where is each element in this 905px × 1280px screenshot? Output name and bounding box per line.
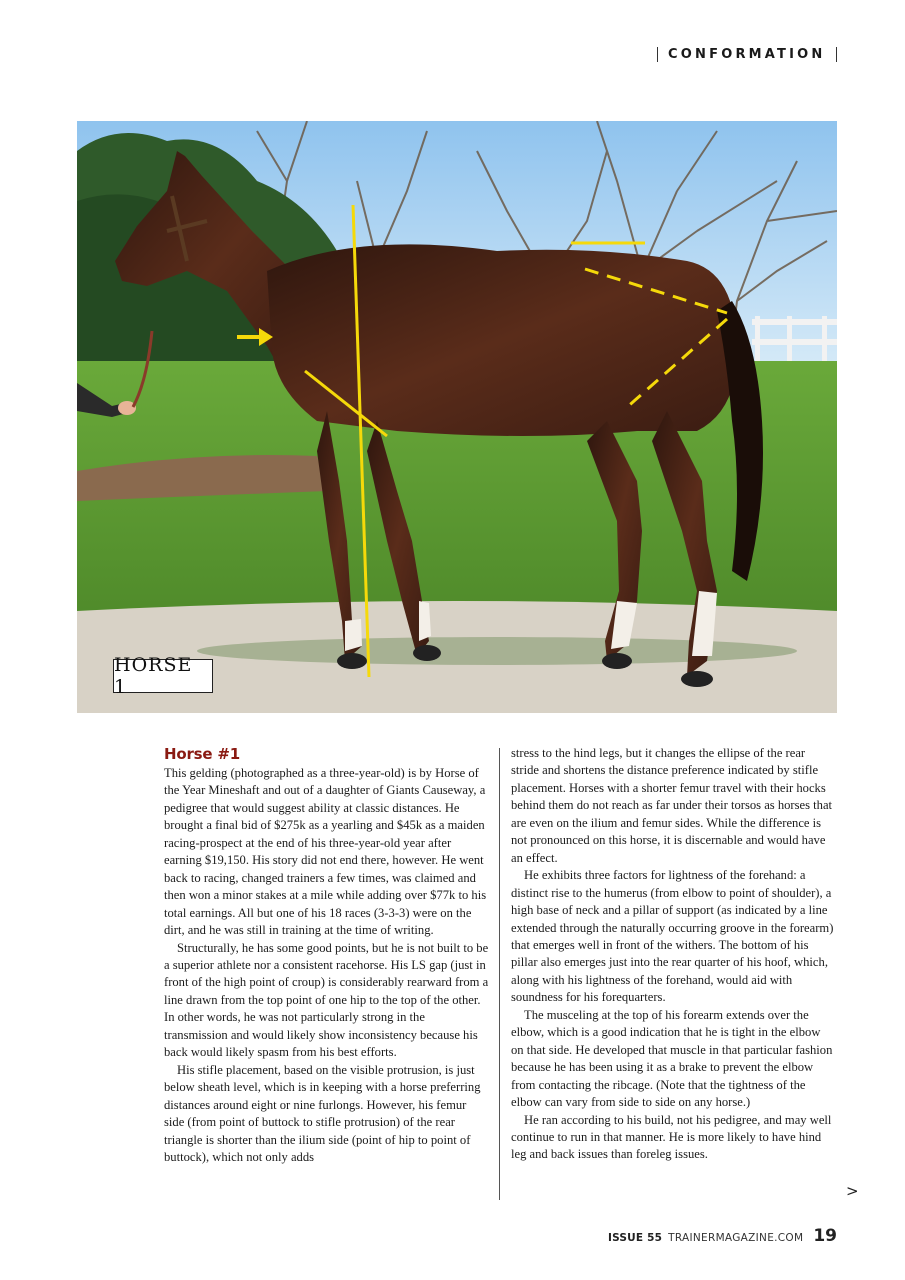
paragraph: His stifle placement, based on the visible protrusion, is just below sheath level, which is in keeping with a horse preferring distances around eight or nine furlongs. However, his femur side (from point of buttock to stifle protrusion) of the rear triangle is shorter than the ilium side (point of hip to point of buttock), which not only adds bbox=[164, 1062, 481, 1164]
article-column-left bbox=[164, 745, 489, 1166]
paragraph: Structurally, he has some good points, but he is not built to be a superior athlete nor a consistent racehorse. His LS gap (just in front of the high point of croup) is considerably rearward from a line drawn from the top point of one hip to the top of the other. In other words, he was not particularly strong in the transmission and would likely show inconsistency because his back would likely spasm from his best efforts. bbox=[164, 940, 489, 1060]
header-divider-left bbox=[657, 47, 659, 62]
page-footer bbox=[608, 1226, 837, 1248]
column-divider bbox=[499, 748, 500, 1200]
issue-number: ISSUE 55 bbox=[607, 1232, 663, 1244]
header-divider-right bbox=[836, 47, 838, 62]
paragraph: The musceling at the top of his forearm extends over the elbow, which is a good indication that he is tight in the elbow on that side. He developed that muscle in that particular fashion because he has been using it as a brake to prevent the elbow from contacting the ribcage. (Note that the tightness of the elbow can vary from side to side on any horse.) bbox=[511, 1007, 833, 1110]
site-url: TRAINERMAGAZINE.COM bbox=[668, 1232, 804, 1244]
section-header bbox=[657, 44, 837, 64]
paragraph: He ran according to his build, not his pedigree, and may well continue to run in that manner. He is more likely to have hind leg and back issues than foreleg issues. bbox=[511, 1112, 832, 1162]
continue-arrow-icon: > bbox=[846, 1182, 859, 1200]
paragraph: stress to the hind legs, but it changes the ellipse of the rear stride and shortens the distance preference indicated by stifle placement. Horses with a shorter femur travel with their hocks behind them do not reach as far under their torsos as horses that are even on the ilium and femur sides. While the difference is not pronounced on this horse, it is discernable and would have an effect. bbox=[511, 746, 833, 865]
horse-conformation-photo bbox=[77, 121, 837, 713]
paragraph: He exhibits three factors for lightness of the forehand: a distinct rise to the humerus (from elbow to point of shoulder), a high base of neck and a pillar of support (as indicated by a line extended through the naturally occurring groove in the forearm) that emerges well in front of the withers. The bottom of his pillar also emerges just into the rear quarter of his hoof, which, along with his lightness of the forehand, would aid with soundness for his forequarters. bbox=[511, 868, 834, 1005]
horse-label: HORSE 1 bbox=[113, 659, 213, 693]
horse-illustration bbox=[77, 121, 837, 713]
page-number: 19 bbox=[813, 1226, 837, 1246]
article-column-right bbox=[511, 745, 836, 1164]
paragraph: This gelding (photographed as a three-year-old) is by Horse of the Year Mineshaft and out of a daughter of Giants Causeway, a pedigree that would suggest ability at classic distances. He brought a final bid of $275k as a yearling and $45k as a maiden racing-prospect at the end of his three-year-old year after earning $19,150. His story did not end there, however. He went back to racing, changed trainers a few times, was claimed and then won a minor stakes at a mile while adding over $77k to his total earnings. All but one of his 18 races (3-3-3) were on the dirt, and he was still in training at the time of writing. bbox=[164, 766, 487, 938]
article-headline: Horse #1 bbox=[164, 745, 240, 763]
section-title: CONFORMATION bbox=[668, 46, 826, 62]
